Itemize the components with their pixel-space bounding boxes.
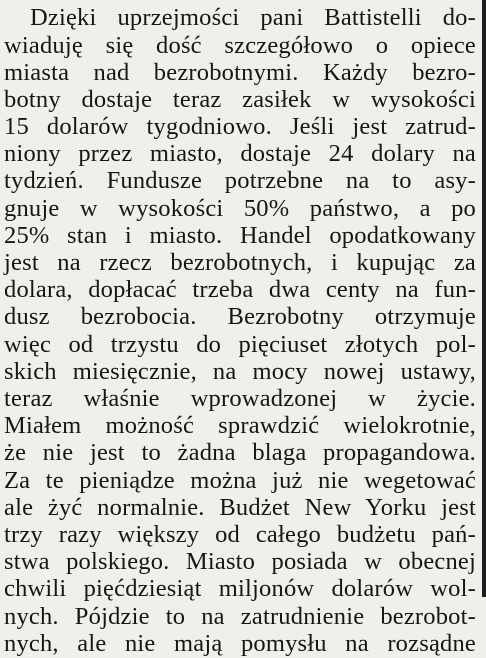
article-line: nych. Pójdzie to na zatrudnienie bezrobot-	[4, 603, 476, 630]
article-line: teraz właśnie wprowadzonej w życie.	[4, 385, 476, 412]
article-line: Dzięki uprzejmości pani Battistelli do-	[30, 4, 476, 31]
article-line: tydzień. Fundusze potrzebne na to asy-	[4, 167, 476, 194]
article-line: chwili pięćdziesiąt miljonów dolarów wol-	[4, 575, 476, 602]
article-line: Miałem możność sprawdzić wielokrotnie,	[4, 412, 476, 439]
article-line: stwa polskiego. Miasto posiada w obecnej	[4, 548, 476, 575]
article-line: więc od trzystu do pięciuset złotych pol-	[4, 331, 476, 358]
article-line: niony przez miasto, dostaje 24 dolary na	[4, 140, 476, 167]
article-line: nych, ale nie mają pomysłu na rozsądne	[4, 630, 476, 657]
article-line: 25% stan i miasto. Handel opodatkowany	[4, 222, 476, 249]
article-line: jest na rzecz bezrobotnych, i kupując za	[4, 249, 476, 276]
article-line: gnuje w wysokości 50% państwo, a po	[4, 195, 476, 222]
column-rule	[482, 0, 486, 597]
article-line: ale żyć normalnie. Budżet New Yorku jest	[4, 494, 476, 521]
article-line: miasta nad bezrobotnymi. Każdy bezro-	[4, 59, 476, 86]
article-line: że nie jest to żadna blaga propagandowa.	[4, 439, 476, 466]
article-line: dolara, dopłacać trzeba dwa centy na fun-	[4, 276, 476, 303]
article-line: botny dostaje teraz zasiłek w wysokości	[4, 86, 476, 113]
article-line: skich miesięcznie, na mocy nowej ustawy,	[4, 358, 476, 385]
article-line: 15 dolarów tygodniowo. Jeśli jest zatrud-	[4, 113, 476, 140]
article-line: wiaduję się dość szczegółowo o opiece	[4, 32, 476, 59]
article-line: trzy razy większy od całego budżetu pań-	[4, 521, 476, 548]
article-line: Za te pieniądze można już nie wegetować	[4, 467, 476, 494]
article-line: dusz bezrobocia. Bezrobotny otrzymuje	[4, 303, 476, 330]
